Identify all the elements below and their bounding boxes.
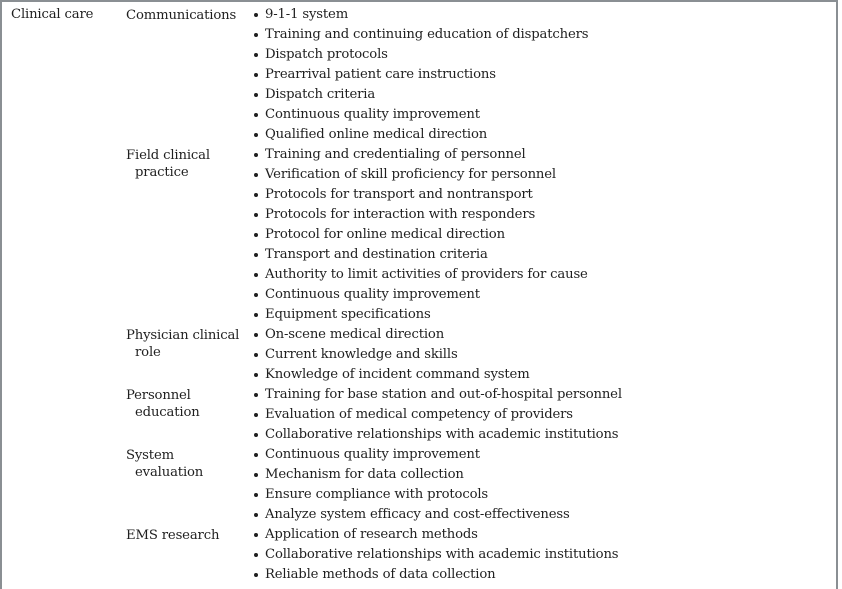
section-label-line1: EMS research bbox=[126, 528, 220, 543]
list-item-text: Verification of skill proficiency for personnel bbox=[265, 167, 556, 182]
bullet-list bbox=[252, 525, 618, 585]
bullet-icon bbox=[254, 33, 258, 37]
list-item-text: Analyze system efficacy and cost-effectiveness bbox=[265, 507, 570, 522]
list-item-text: Knowledge of incident command system bbox=[265, 367, 530, 382]
list-item-text: Mechanism for data collection bbox=[265, 467, 464, 482]
section-label-line1: Personnel bbox=[126, 388, 191, 403]
list-item bbox=[252, 205, 588, 225]
bullet-icon bbox=[254, 433, 258, 437]
bullet-icon bbox=[254, 273, 258, 277]
list-item bbox=[252, 345, 530, 365]
bullet-icon bbox=[254, 393, 258, 397]
bullet-icon bbox=[254, 493, 258, 497]
list-item bbox=[252, 185, 588, 205]
list-item-text: Training for base station and out-of-hospital personnel bbox=[265, 387, 622, 402]
list-item bbox=[252, 545, 618, 565]
bullet-icon bbox=[254, 133, 258, 137]
bullet-icon bbox=[254, 73, 258, 77]
category-label: Clinical care bbox=[11, 7, 94, 22]
list-item bbox=[252, 225, 588, 245]
bullet-icon bbox=[254, 213, 258, 217]
list-item bbox=[252, 305, 588, 325]
section-label bbox=[126, 327, 251, 361]
list-item bbox=[252, 105, 588, 125]
bullet-icon bbox=[254, 113, 258, 117]
list-item-text: Ensure compliance with protocols bbox=[265, 487, 489, 502]
bullet-list bbox=[252, 325, 530, 385]
list-item bbox=[252, 485, 570, 505]
list-item bbox=[252, 285, 588, 305]
list-item-text: Equipment specifications bbox=[265, 307, 431, 322]
bullet-icon bbox=[254, 293, 258, 297]
list-item bbox=[252, 325, 530, 345]
bullet-icon bbox=[254, 13, 258, 17]
list-item-text: On-scene medical direction bbox=[265, 327, 445, 342]
list-item bbox=[252, 5, 588, 25]
bullet-icon bbox=[254, 153, 258, 157]
section-label bbox=[126, 7, 251, 24]
section-label bbox=[126, 387, 251, 421]
list-item bbox=[252, 85, 588, 105]
list-item bbox=[252, 25, 588, 45]
list-item-text: Protocols for interaction with responders bbox=[265, 207, 536, 222]
list-item-text: Qualified online medical direction bbox=[265, 127, 488, 142]
list-item-text: Prearrival patient care instructions bbox=[265, 67, 496, 82]
list-item bbox=[252, 45, 588, 65]
list-item-text: Transport and destination criteria bbox=[265, 247, 488, 262]
bullet-icon bbox=[254, 373, 258, 377]
bullet-icon bbox=[254, 173, 258, 177]
list-item-text: 9-1-1 system bbox=[265, 7, 349, 22]
list-item bbox=[252, 465, 570, 485]
list-item-text: Current knowledge and skills bbox=[265, 347, 458, 362]
bullet-icon bbox=[254, 313, 258, 317]
section-label bbox=[126, 447, 251, 481]
bullet-icon bbox=[254, 253, 258, 257]
list-item bbox=[252, 65, 588, 85]
bullet-icon bbox=[254, 513, 258, 517]
bullet-icon bbox=[254, 553, 258, 557]
section-label-line1: Field clinical bbox=[126, 148, 210, 163]
list-item bbox=[252, 445, 570, 465]
bullet-icon bbox=[254, 353, 258, 357]
list-item bbox=[252, 525, 618, 545]
list-item bbox=[252, 125, 588, 145]
list-item-text: Continuous quality improvement bbox=[265, 107, 480, 122]
list-item bbox=[252, 385, 622, 405]
section-label-line1: Communications bbox=[126, 8, 237, 23]
bullet-icon bbox=[254, 93, 258, 97]
bullet-icon bbox=[254, 533, 258, 537]
list-item bbox=[252, 565, 618, 585]
list-item bbox=[252, 365, 530, 385]
bullet-icon bbox=[254, 573, 258, 577]
list-item bbox=[252, 245, 588, 265]
list-item-text: Evaluation of medical competency of providers bbox=[265, 407, 573, 422]
list-item bbox=[252, 145, 588, 165]
list-item-text: Application of research methods bbox=[265, 527, 478, 542]
bullet-icon bbox=[254, 233, 258, 237]
bullet-list bbox=[252, 5, 588, 145]
bullet-icon bbox=[254, 473, 258, 477]
section-label-line2: education bbox=[135, 405, 200, 420]
section-label bbox=[126, 527, 251, 544]
bullet-icon bbox=[254, 413, 258, 417]
bullet-icon bbox=[254, 453, 258, 457]
list-item-text: Reliable methods of data collection bbox=[265, 567, 496, 582]
list-item-text: Authority to limit activities of providers for cause bbox=[265, 267, 588, 282]
section-label-line1: Physician clinical bbox=[126, 328, 240, 343]
list-item-text: Continuous quality improvement bbox=[265, 287, 480, 302]
bullet-list bbox=[252, 145, 588, 325]
bullet-list bbox=[252, 445, 570, 525]
bullet-icon bbox=[254, 193, 258, 197]
list-item bbox=[252, 165, 588, 185]
bullet-icon bbox=[254, 53, 258, 57]
bullet-list bbox=[252, 385, 622, 445]
list-item-text: Dispatch criteria bbox=[265, 87, 376, 102]
bullet-icon bbox=[254, 333, 258, 337]
list-item-text: Dispatch protocols bbox=[265, 47, 388, 62]
list-item-text: Training and continuing education of dispatchers bbox=[265, 27, 589, 42]
section-label-line2: role bbox=[135, 345, 161, 360]
list-item bbox=[252, 265, 588, 285]
list-item bbox=[252, 405, 622, 425]
list-item-text: Protocol for online medical direction bbox=[265, 227, 505, 242]
section-label-line2: practice bbox=[135, 165, 189, 180]
list-item bbox=[252, 425, 622, 445]
section-label-line2: evaluation bbox=[135, 465, 204, 480]
list-item-text: Collaborative relationships with academic institutions bbox=[265, 547, 619, 562]
section-label bbox=[126, 147, 251, 181]
list-item-text: Protocols for transport and nontransport bbox=[265, 187, 533, 202]
list-item bbox=[252, 505, 570, 525]
list-item-text: Training and credentialing of personnel bbox=[265, 147, 526, 162]
list-item-text: Continuous quality improvement bbox=[265, 447, 480, 462]
section-label-line1: System bbox=[126, 448, 174, 463]
list-item-text: Collaborative relationships with academic institutions bbox=[265, 427, 619, 442]
